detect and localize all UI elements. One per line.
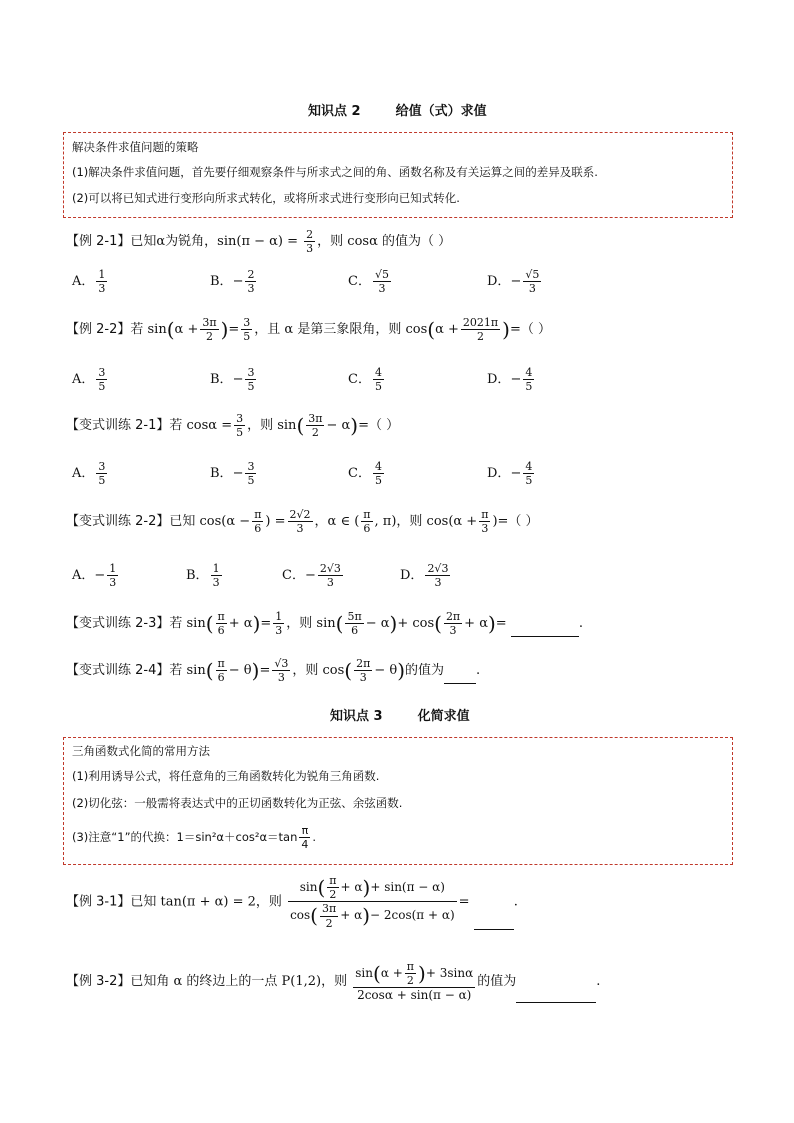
question-tag: 【变式训练 2-4】 (66, 663, 170, 679)
box-title: 解决条件求值问题的策略 (72, 140, 199, 154)
option-c[interactable]: C． $\frac{4}{5}$ (348, 366, 382, 394)
fraction: $\frac{2}{3}$ (306, 228, 314, 256)
question-tag: 【变式训练 2-2】 (66, 514, 170, 530)
example-3-2: 【例 3-2】已知角 α 的终边上的一点 P(1,2)，则 sin(α + $\frac{\pi}{2}$ )+ 3sinα 2cosα + sin(π − α) 的值为 . (66, 960, 601, 1003)
option-b[interactable]: B． $\frac{1}{3}$ (186, 562, 220, 590)
answer-blank[interactable] (444, 683, 476, 684)
option-a[interactable]: A． $\frac{3}{5}$ (72, 460, 106, 488)
example-3-1: 【例 3-1】已知 tan(π + α) = 2，则 sin( $\frac{\pi}{2}$ + α)+ sin(π − α) cos( $\frac{3\pi}{2}$ + α)− 2cos(π + α) = . (66, 874, 518, 930)
option-d[interactable]: D．− $\frac{√5}{3}$ (487, 268, 540, 296)
section-number: 知识点 2 (308, 104, 361, 119)
box-line-1: (1)解决条件求值问题，首先要仔细观察条件与所求式之间的角、函数名称及有关运算之间的差异及联系. (72, 165, 598, 179)
question-tag: 【例 2-2】 (66, 322, 131, 338)
question-tag: 【例 2-1】 (66, 234, 131, 250)
section-heading-2 (308, 100, 487, 119)
text: 为锐角，sin(π − α) = (165, 234, 299, 250)
variant-2-1: 【变式训练 2-1】若 cosα = $\frac{3}{5}$ ，则 sin( $\frac{3\pi}{2}$ − α)=（ ） (66, 412, 400, 440)
option-d[interactable]: D． $\frac{2√3}{3}$ (400, 562, 449, 590)
question-tag: 【例 3-1】 (66, 894, 131, 910)
option-b[interactable]: B．− $\frac{3}{5}$ (210, 460, 255, 488)
question-tag: 【变式训练 2-1】 (66, 418, 170, 434)
section-heading-3 (330, 705, 470, 724)
option-b[interactable]: B．− $\frac{2}{3}$ (210, 268, 255, 296)
answer-blank[interactable] (511, 636, 579, 637)
box-line-2: (2)切化弦：一般需将表达式中的正切函数转化为正弦、余弦函数. (72, 796, 403, 810)
question-tag: 【变式训练 2-3】 (66, 616, 170, 632)
section-number: 知识点 3 (330, 709, 383, 724)
box-line-3: (3)注意“1”的代换：1＝sin²α＋cos²α＝tan $\frac{\pi}{4}$ . (72, 824, 317, 852)
option-c[interactable]: C． $\frac{4}{5}$ (348, 460, 382, 488)
answer-blank[interactable] (474, 929, 514, 930)
text: α (156, 234, 166, 250)
option-a[interactable]: A． $\frac{1}{3}$ (72, 268, 106, 296)
option-c[interactable]: C．− $\frac{2√3}{3}$ (282, 562, 341, 590)
option-d[interactable]: D．− $\frac{4}{5}$ (487, 366, 533, 394)
example-2-2: 【例 2-2】若 sin(α + $\frac{3\pi}{2}$ )= $\frac{3}{5}$ ，且 α 是第三象限角，则 cos(α + $\frac{2021\pi}{2}$ )=（ ） (66, 316, 551, 344)
example-2-1 (66, 228, 451, 255)
option-b[interactable]: B．− $\frac{3}{5}$ (210, 366, 255, 394)
big-fraction: sin( $\frac{\pi}{2}$ + α)+ sin(π − α) cos( $\frac{3\pi}{2}$ + α)− 2cos(π + α) (290, 874, 455, 930)
variant-2-3: 【变式训练 2-3】若 sin( $\frac{\pi}{6}$ + α)= $\frac{1}{3}$ ，则 sin( $\frac{5\pi}{6}$ − α)+ cos( $\frac{2\pi}{3}$ + α)= . (66, 610, 583, 638)
text: ，则 cosα 的值为（ ） (317, 234, 452, 250)
box-line-1: (1)利用诱导公式，将任意角的三角函数转化为锐角三角函数. (72, 769, 380, 783)
section-title: 给值（式）求值 (395, 104, 487, 119)
option-a[interactable]: A．− $\frac{1}{3}$ (72, 562, 117, 590)
box-title: 三角函数式化简的常用方法 (72, 744, 210, 758)
variant-2-2: 【变式训练 2-2】已知 cos(α − $\frac{\pi}{6}$ ) = $\frac{2√2}{3}$ ，α ∈ ( $\frac{\pi}{6}$ , π)，则 cos(α + $\frac{\pi}{3}$ )=（ ） (66, 508, 539, 536)
section-title: 化简求值 (417, 709, 470, 724)
variant-2-4: 【变式训练 2-4】若 sin( $\frac{\pi}{6}$ − θ)= $\frac{√3}{3}$ ，则 cos( $\frac{2\pi}{3}$ − θ)的值为 . (66, 657, 481, 685)
big-fraction: sin(α + $\frac{\pi}{2}$ )+ 3sinα 2cosα + sin(π − α) (355, 960, 474, 1003)
option-a[interactable]: A． $\frac{3}{5}$ (72, 366, 106, 394)
option-c[interactable]: C． $\frac{√5}{3}$ (348, 268, 389, 296)
text: 已知 (130, 234, 157, 250)
question-tag: 【例 3-2】 (66, 973, 131, 989)
box-line-2: (2)可以将已知式进行变形向所求式转化，或将所求式进行变形向已知式转化. (72, 191, 460, 205)
answer-blank[interactable] (516, 1002, 596, 1003)
option-d[interactable]: D．− $\frac{4}{5}$ (487, 460, 533, 488)
